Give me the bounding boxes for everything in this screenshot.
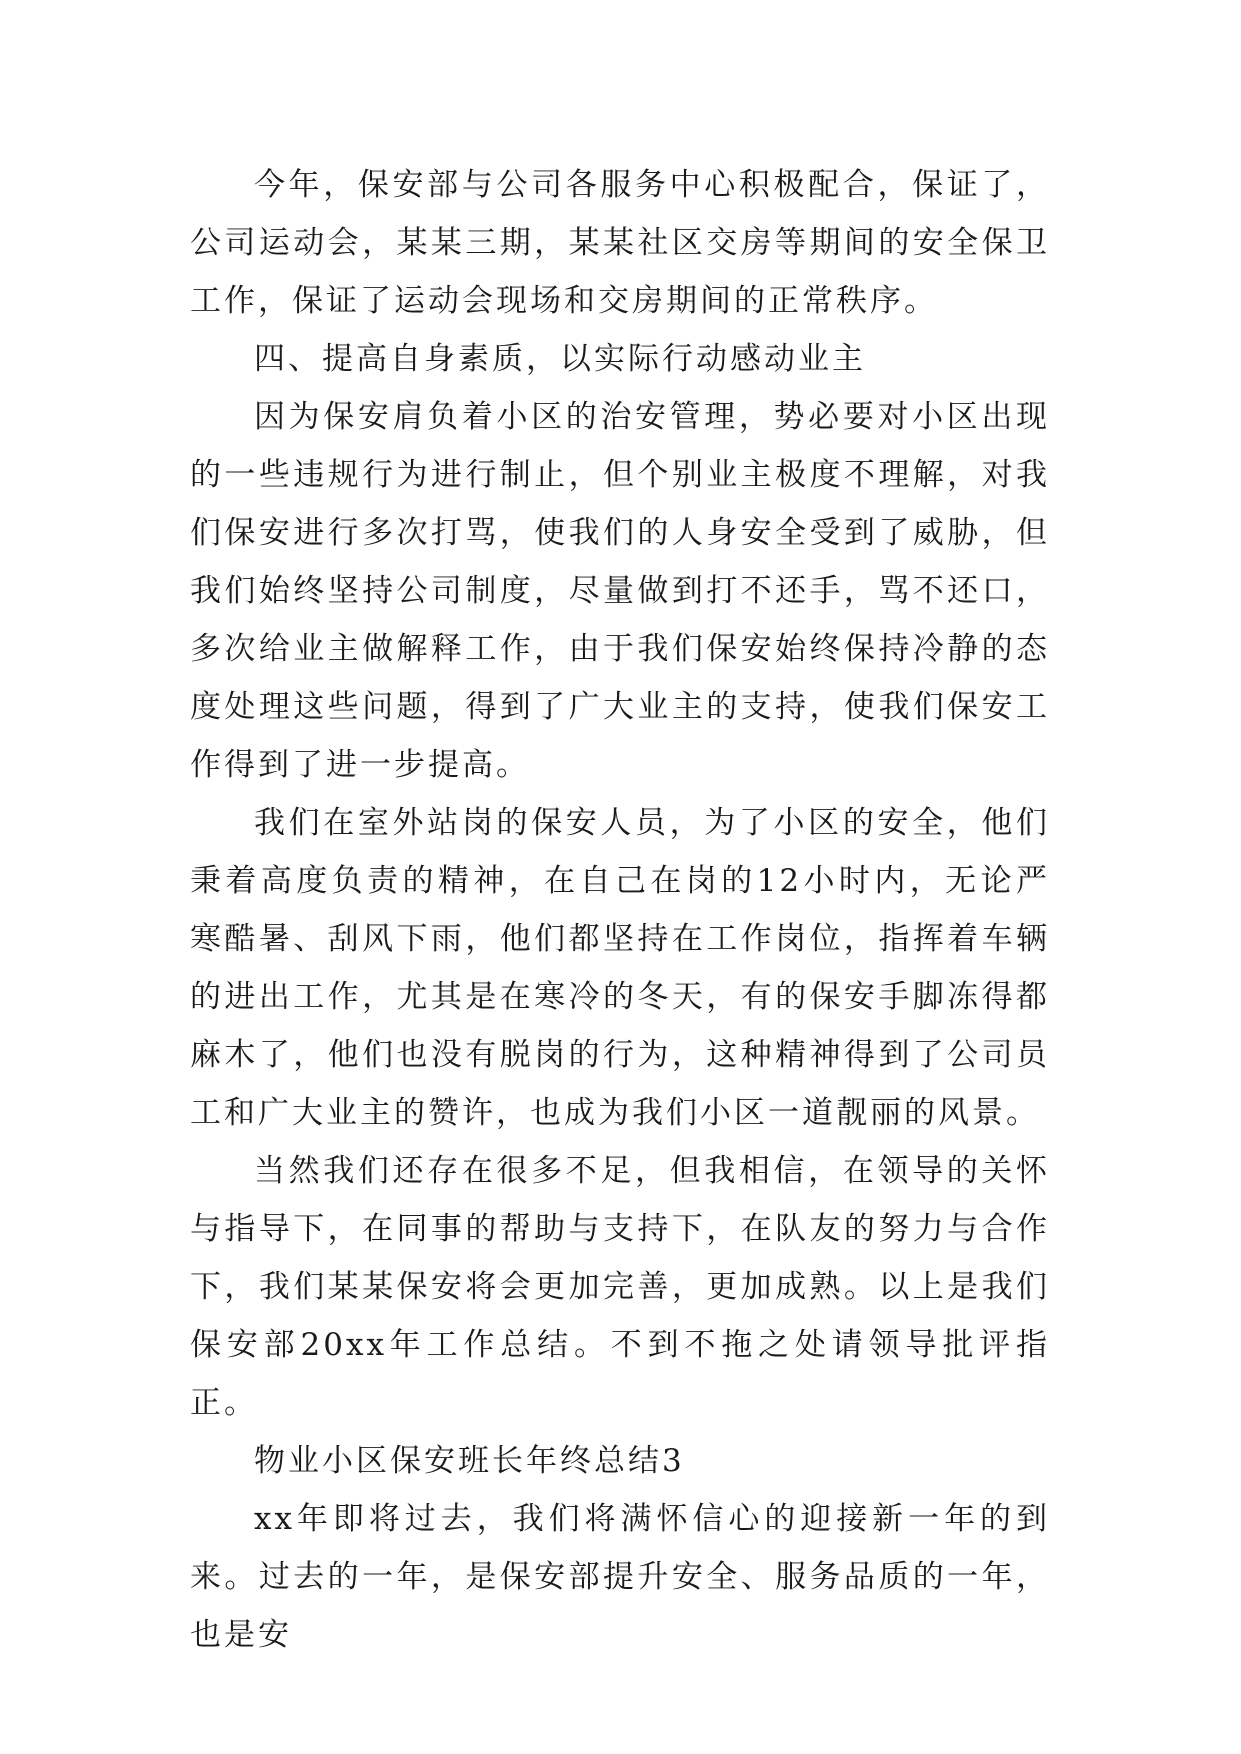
paragraph-owner-conflicts: 因为保安肩负着小区的治安管理，势必要对小区出现的一些违规行为进行制止，但个别业主极度不理解，对我们保安进行多次打骂，使我们的人身安全受到了威胁，但我们始终坚持公司制度，尽量做到打不还手，骂不还口，多次给业主做解释工作，由于我们保安始终保持冷静的态度处理这些问题，得到了广大业主的支持，使我们保安工作得到了进一步提高。 (190, 399, 1050, 783)
section-title-summary-3: 物业小区保安班长年终总结3 (254, 1443, 685, 1479)
paragraph-outdoor-guards: 我们在室外站岗的保安人员，为了小区的安全，他们秉着高度负责的精神，在自己在岗的12小时内，无论严寒酷暑、刮风下雨，他们都坚持在工作岗位，指挥着车辆的进出工作，尤其是在寒冷的冬天，有的保安手脚冻得都麻木了，他们也没有脱岗的行为，这种精神得到了公司员工和广大业主的赞许，也成为我们小区一道靓丽的风景。 (190, 805, 1050, 1131)
paragraph-conclusion: 当然我们还存在很多不足，但我相信，在领导的关怀与指导下，在同事的帮助与支持下，在队友的努力与合作下，我们某某保安将会更加完善，更加成熟。以上是我们保安部20xx年工作总结。不到不拖之处请领导批评指正。 (190, 1153, 1050, 1421)
section-heading-four: 四、提高自身素质，以实际行动感动业主 (254, 341, 866, 377)
paragraph-new-year: xx年即将过去，我们将满怀信心的迎接新一年的到来。过去的一年，是保安部提升安全、服务品质的一年，也是安 (190, 1501, 1050, 1653)
document-body (190, 156, 1050, 1664)
paragraph-security-cooperation: 今年，保安部与公司各服务中心积极配合，保证了，公司运动会，某某三期，某某社区交房等期间的安全保卫工作，保证了运动会现场和交房期间的正常秩序。 (190, 167, 1050, 319)
